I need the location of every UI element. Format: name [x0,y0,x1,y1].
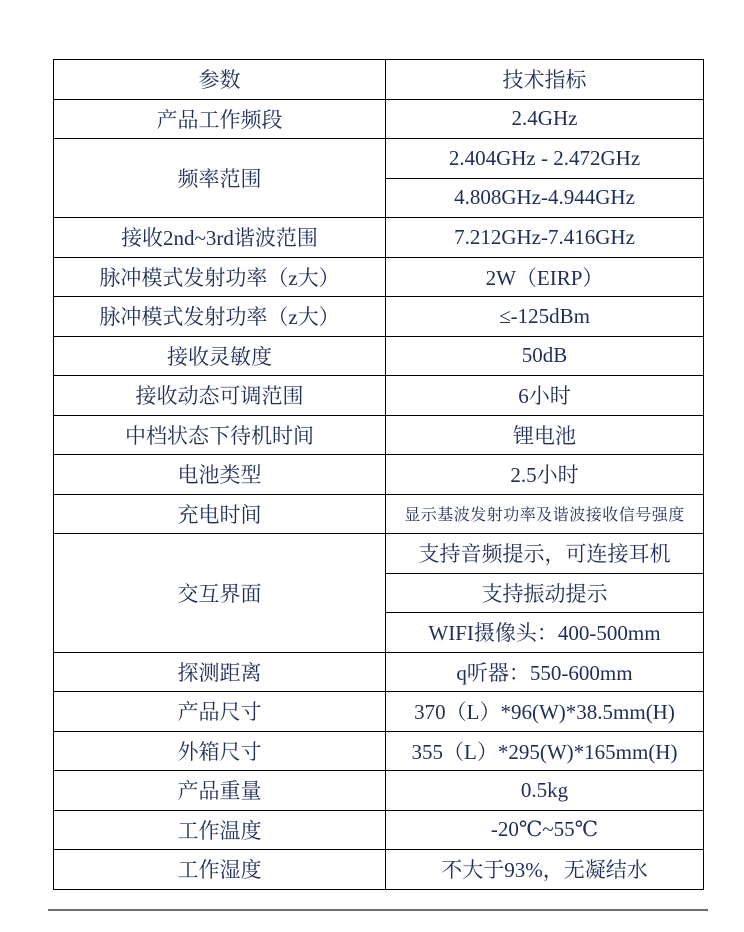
table-row [54,257,704,297]
param-cell: 工作温度 [54,810,386,850]
table-row [54,455,704,495]
param-cell: 产品工作频段 [54,99,386,139]
table-row [54,534,704,574]
value-cell: 不大于93%，无凝结水 [386,850,704,890]
header-row [54,60,704,100]
param-header: 参数 [54,60,386,100]
value-cell: WIFI摄像头：400-500mm [386,613,704,653]
param-cell: 接收动态可调范围 [54,376,386,416]
param-cell: 接收2nd~3rd谐波范围 [54,218,386,258]
spec-table-body [54,60,704,890]
table-row [54,99,704,139]
value-cell: 0.5kg [386,771,704,811]
param-cell: 充电时间 [54,494,386,534]
param-cell: 探测距离 [54,652,386,692]
value-cell: -20℃~55℃ [386,810,704,850]
value-cell: 4.808GHz-4.944GHz [386,178,704,218]
table-row [54,376,704,416]
param-cell: 交互界面 [54,534,386,653]
table-row [54,652,704,692]
value-cell: 50dB [386,336,704,376]
value-cell: 支持振动提示 [386,573,704,613]
table-row [54,494,704,534]
param-cell: 频率范围 [54,139,386,218]
value-cell: q听器：550-600mm [386,652,704,692]
param-cell: 接收灵敏度 [54,336,386,376]
spec-table [53,59,704,890]
footer-rule [48,909,708,911]
table-row [54,336,704,376]
value-cell: 7.212GHz-7.416GHz [386,218,704,258]
param-cell: 产品尺寸 [54,692,386,732]
value-cell: ≤-125dBm [386,297,704,337]
table-row [54,850,704,890]
value-cell: 显示基波发射功率及谐波接收信号强度 [386,494,704,534]
value-cell: 锂电池 [386,415,704,455]
table-row [54,139,704,179]
param-cell: 电池类型 [54,455,386,495]
table-row [54,415,704,455]
param-cell: 脉冲模式发射功率（z大） [54,257,386,297]
table-row [54,731,704,771]
param-cell: 工作湿度 [54,850,386,890]
table-row [54,692,704,732]
param-cell: 外箱尺寸 [54,731,386,771]
value-cell: 2.4GHz [386,99,704,139]
param-cell: 产品重量 [54,771,386,811]
value-cell: 支持音频提示，可连接耳机 [386,534,704,574]
spec-header: 技术指标 [386,60,704,100]
value-cell: 355（L）*295(W)*165mm(H) [386,731,704,771]
table-row [54,771,704,811]
value-cell: 6小时 [386,376,704,416]
table-row [54,297,704,337]
value-cell: 370（L）*96(W)*38.5mm(H) [386,692,704,732]
value-cell: 2W（EIRP） [386,257,704,297]
table-row [54,810,704,850]
value-cell: 2.404GHz - 2.472GHz [386,139,704,179]
table-row [54,218,704,258]
value-cell: 2.5小时 [386,455,704,495]
param-cell: 中档状态下待机时间 [54,415,386,455]
param-cell: 脉冲模式发射功率（z大） [54,297,386,337]
